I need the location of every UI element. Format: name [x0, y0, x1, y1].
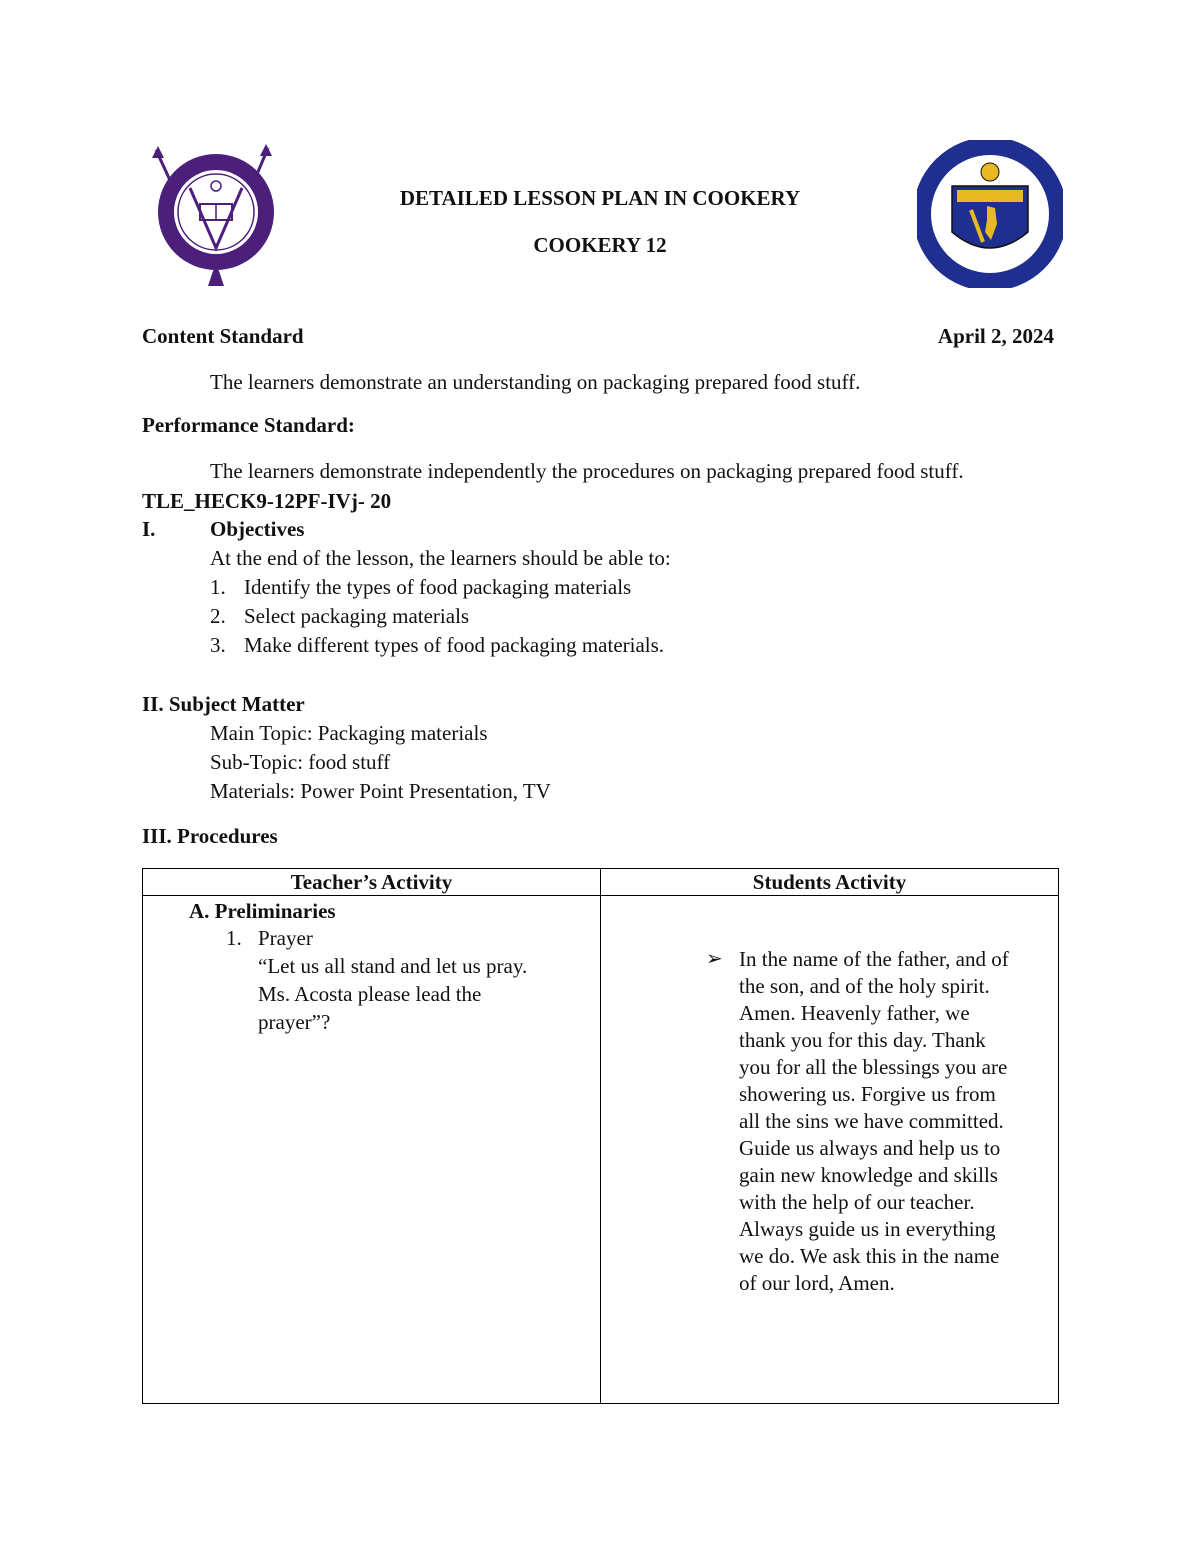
- main-topic: Main Topic: Packaging materials: [210, 721, 488, 745]
- text-line: showering us. Forgive us from: [739, 1082, 996, 1106]
- student-prayer-text: [739, 946, 1054, 1297]
- procedures-heading: III. Procedures: [142, 824, 278, 848]
- text-line: Amen. Heavenly father, we: [739, 1001, 970, 1025]
- students-activity-header: Students Activity: [601, 869, 1059, 896]
- objectives-heading: Objectives: [210, 517, 305, 541]
- text-line: with the help of our teacher.: [739, 1190, 975, 1214]
- subject-matter-heading: II. Subject Matter: [142, 692, 305, 716]
- list-number: 3.: [210, 633, 226, 657]
- prayer-number: 1.: [226, 926, 242, 950]
- table-header-row: [143, 869, 1059, 896]
- text-line: you for all the blessings you are: [739, 1055, 1008, 1079]
- teacher-activity-cell: [143, 896, 601, 1404]
- text-line: Guide us always and help us to: [739, 1136, 1001, 1160]
- materials: Materials: Power Point Presentation, TV: [210, 779, 551, 803]
- objective-text: Make different types of food packaging materials.: [244, 633, 665, 657]
- performance-standard-text: The learners demonstrate independently the procedures on packaging prepared food stuff.: [210, 459, 964, 483]
- sub-topic: Sub-Topic: food stuff: [210, 750, 391, 774]
- list-number: 2.: [210, 604, 226, 628]
- school-seal-logo: [138, 144, 298, 286]
- text-line: gain new knowledge and skills: [739, 1163, 998, 1187]
- competency-code: TLE_HECK9-12PF-IVj- 20: [142, 489, 392, 513]
- text-line: In the name of the father, and of: [739, 947, 1009, 971]
- preliminaries-heading: A. Preliminaries: [189, 899, 336, 923]
- list-item: [210, 573, 631, 602]
- procedures-table: [142, 868, 1059, 1404]
- list-number: 1.: [210, 575, 226, 599]
- table-row: [143, 896, 1059, 1404]
- text-line: thank you for this day. Thank: [739, 1028, 986, 1052]
- content-standard-label: Content Standard: [142, 324, 304, 348]
- objectives-intro: At the end of the lesson, the learners should be able to:: [210, 546, 671, 570]
- performance-standard-label: Performance Standard:: [142, 413, 355, 437]
- text-line: Always guide us in everything: [739, 1217, 996, 1241]
- deped-seal-logo: [917, 140, 1063, 288]
- teacher-prayer-text: [258, 952, 527, 1036]
- objectives-numeral: I.: [142, 517, 156, 541]
- text-line: all the sins we have committed.: [739, 1109, 1004, 1133]
- lesson-date: April 2, 2024: [937, 324, 1054, 348]
- teacher-activity-header: Teacher’s Activity: [143, 869, 601, 896]
- text-line: prayer”?: [258, 1010, 331, 1034]
- objective-text: Identify the types of food packaging materials: [244, 575, 632, 599]
- list-item: [210, 602, 469, 631]
- content-standard-text: The learners demonstrate an understanding on packaging prepared food stuff.: [210, 370, 861, 394]
- objective-text: Select packaging materials: [244, 604, 470, 628]
- list-item: [210, 631, 664, 660]
- text-line: we do. We ask this in the name: [739, 1244, 1000, 1268]
- text-line: Ms. Acosta please lead the: [258, 982, 482, 1006]
- students-activity-cell: [601, 896, 1059, 1404]
- text-line: “Let us all stand and let us pray.: [258, 954, 528, 978]
- text-line: the son, and of the holy spirit.: [739, 974, 990, 998]
- prayer-title: Prayer: [258, 926, 313, 950]
- document-subtitle: COOKERY 12: [533, 233, 667, 257]
- arrow-bullet-icon: ➢: [706, 948, 723, 970]
- text-line: of our lord, Amen.: [739, 1271, 895, 1295]
- document-title: DETAILED LESSON PLAN IN COOKERY: [399, 186, 801, 210]
